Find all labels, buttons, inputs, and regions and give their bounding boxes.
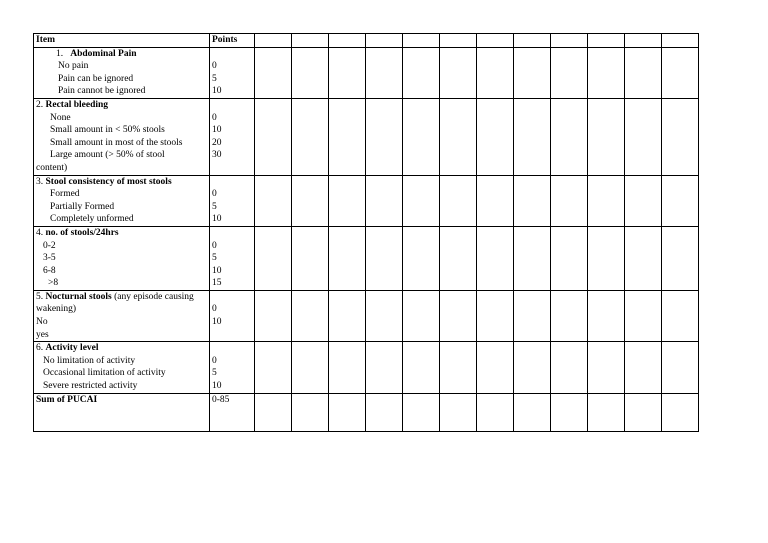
empty-cell [440, 226, 477, 290]
section-number-of-stools [34, 226, 699, 290]
empty-cell [440, 290, 477, 341]
empty-cell [440, 342, 477, 393]
empty-cell [366, 175, 403, 226]
empty-cell [329, 342, 366, 393]
empty-cell [255, 98, 292, 175]
empty-cell [514, 226, 551, 290]
section-abdominal-pain [34, 47, 699, 98]
empty-cell [662, 393, 699, 431]
empty-cell [551, 34, 588, 48]
pucai-table [33, 33, 699, 432]
empty-cell [255, 226, 292, 290]
empty-cell [514, 98, 551, 175]
empty-cell [329, 290, 366, 341]
empty-cell [477, 175, 514, 226]
empty-cell [366, 342, 403, 393]
empty-cell [440, 47, 477, 98]
empty-cell [588, 393, 625, 431]
nocturnal-stools-points: 0 10 [210, 290, 255, 341]
header-row [34, 34, 699, 48]
activity-level-points: 0 5 10 [210, 342, 255, 393]
empty-cell [588, 47, 625, 98]
empty-cell [329, 226, 366, 290]
empty-cell [588, 175, 625, 226]
empty-cell [662, 342, 699, 393]
empty-cell [514, 393, 551, 431]
empty-cell [477, 98, 514, 175]
empty-cell [625, 175, 662, 226]
sum-row [34, 393, 699, 431]
stool-consistency-points: 0 5 10 [210, 175, 255, 226]
nocturnal-stools-item: 5. Nocturnal stools (any episode causing wakening) No yes [34, 290, 210, 341]
section-rectal-bleeding [34, 98, 699, 175]
empty-cell [625, 34, 662, 48]
empty-cell [551, 226, 588, 290]
empty-cell [662, 290, 699, 341]
empty-cell [403, 175, 440, 226]
empty-cell [551, 393, 588, 431]
empty-cell [477, 47, 514, 98]
empty-cell [625, 393, 662, 431]
abdominal-pain-points: 0 5 10 [210, 47, 255, 98]
empty-cell [514, 290, 551, 341]
abdominal-pain-item: 1. Abdominal Pain No pain Pain can be ignored Pain cannot be ignored [34, 47, 210, 98]
empty-cell [366, 226, 403, 290]
empty-cell [255, 393, 292, 431]
rectal-bleeding-item: 2. Rectal bleeding None Small amount in < 50% stools Small amount in most of the stools Large amount (> 50% of stool content) [34, 98, 210, 175]
empty-cell [588, 34, 625, 48]
empty-cell [329, 393, 366, 431]
empty-cell [477, 226, 514, 290]
empty-cell [588, 290, 625, 341]
empty-cell [329, 98, 366, 175]
empty-cell [477, 393, 514, 431]
empty-cell [366, 290, 403, 341]
empty-cell [625, 98, 662, 175]
empty-cell [662, 175, 699, 226]
empty-cell [477, 290, 514, 341]
empty-cell [440, 175, 477, 226]
activity-level-item: 6. Activity level No limitation of activity Occasional limitation of activity Severe restricted activity [34, 342, 210, 393]
empty-cell [403, 47, 440, 98]
sum-points: 0-85 [210, 393, 255, 431]
sum-label: Sum of PUCAI [34, 393, 210, 431]
empty-cell [292, 47, 329, 98]
section-nocturnal-stools [34, 290, 699, 341]
empty-cell [440, 393, 477, 431]
empty-cell [625, 47, 662, 98]
empty-cell [366, 98, 403, 175]
empty-cell [477, 342, 514, 393]
empty-cell [551, 47, 588, 98]
number-of-stools-points: 0 5 10 15 [210, 226, 255, 290]
empty-cell [329, 47, 366, 98]
empty-cell [292, 290, 329, 341]
empty-cell [514, 34, 551, 48]
empty-cell [551, 290, 588, 341]
item-header: Item [34, 34, 210, 48]
empty-cell [662, 98, 699, 175]
empty-cell [292, 98, 329, 175]
empty-cell [329, 34, 366, 48]
empty-cell [551, 98, 588, 175]
empty-cell [662, 34, 699, 48]
stool-consistency-item: 3. Stool consistency of most stools Formed Partially Formed Completely unformed [34, 175, 210, 226]
empty-cell [403, 226, 440, 290]
empty-cell [366, 393, 403, 431]
empty-cell [514, 175, 551, 226]
empty-cell [440, 34, 477, 48]
empty-cell [255, 34, 292, 48]
empty-cell [255, 175, 292, 226]
empty-cell [514, 342, 551, 393]
empty-cell [403, 342, 440, 393]
section-stool-consistency [34, 175, 699, 226]
empty-cell [403, 98, 440, 175]
empty-cell [625, 342, 662, 393]
empty-cell [551, 175, 588, 226]
empty-cell [403, 290, 440, 341]
empty-cell [588, 226, 625, 290]
empty-cell [588, 98, 625, 175]
empty-cell [366, 47, 403, 98]
empty-cell [662, 226, 699, 290]
empty-cell [292, 175, 329, 226]
empty-cell [292, 226, 329, 290]
empty-cell [403, 34, 440, 48]
empty-cell [625, 290, 662, 341]
empty-cell [255, 290, 292, 341]
empty-cell [366, 34, 403, 48]
section-activity-level [34, 342, 699, 393]
empty-cell [255, 342, 292, 393]
points-header: Points [210, 34, 255, 48]
empty-cell [292, 342, 329, 393]
empty-cell [551, 342, 588, 393]
empty-cell [514, 47, 551, 98]
empty-cell [329, 175, 366, 226]
empty-cell [477, 34, 514, 48]
empty-cell [292, 393, 329, 431]
empty-cell [588, 342, 625, 393]
number-of-stools-item: 4. no. of stools/24hrs 0-2 3-5 6-8 >8 [34, 226, 210, 290]
empty-cell [255, 47, 292, 98]
empty-cell [662, 47, 699, 98]
empty-cell [440, 98, 477, 175]
rectal-bleeding-points: 0 10 20 30 [210, 98, 255, 175]
empty-cell [625, 226, 662, 290]
empty-cell [292, 34, 329, 48]
empty-cell [403, 393, 440, 431]
